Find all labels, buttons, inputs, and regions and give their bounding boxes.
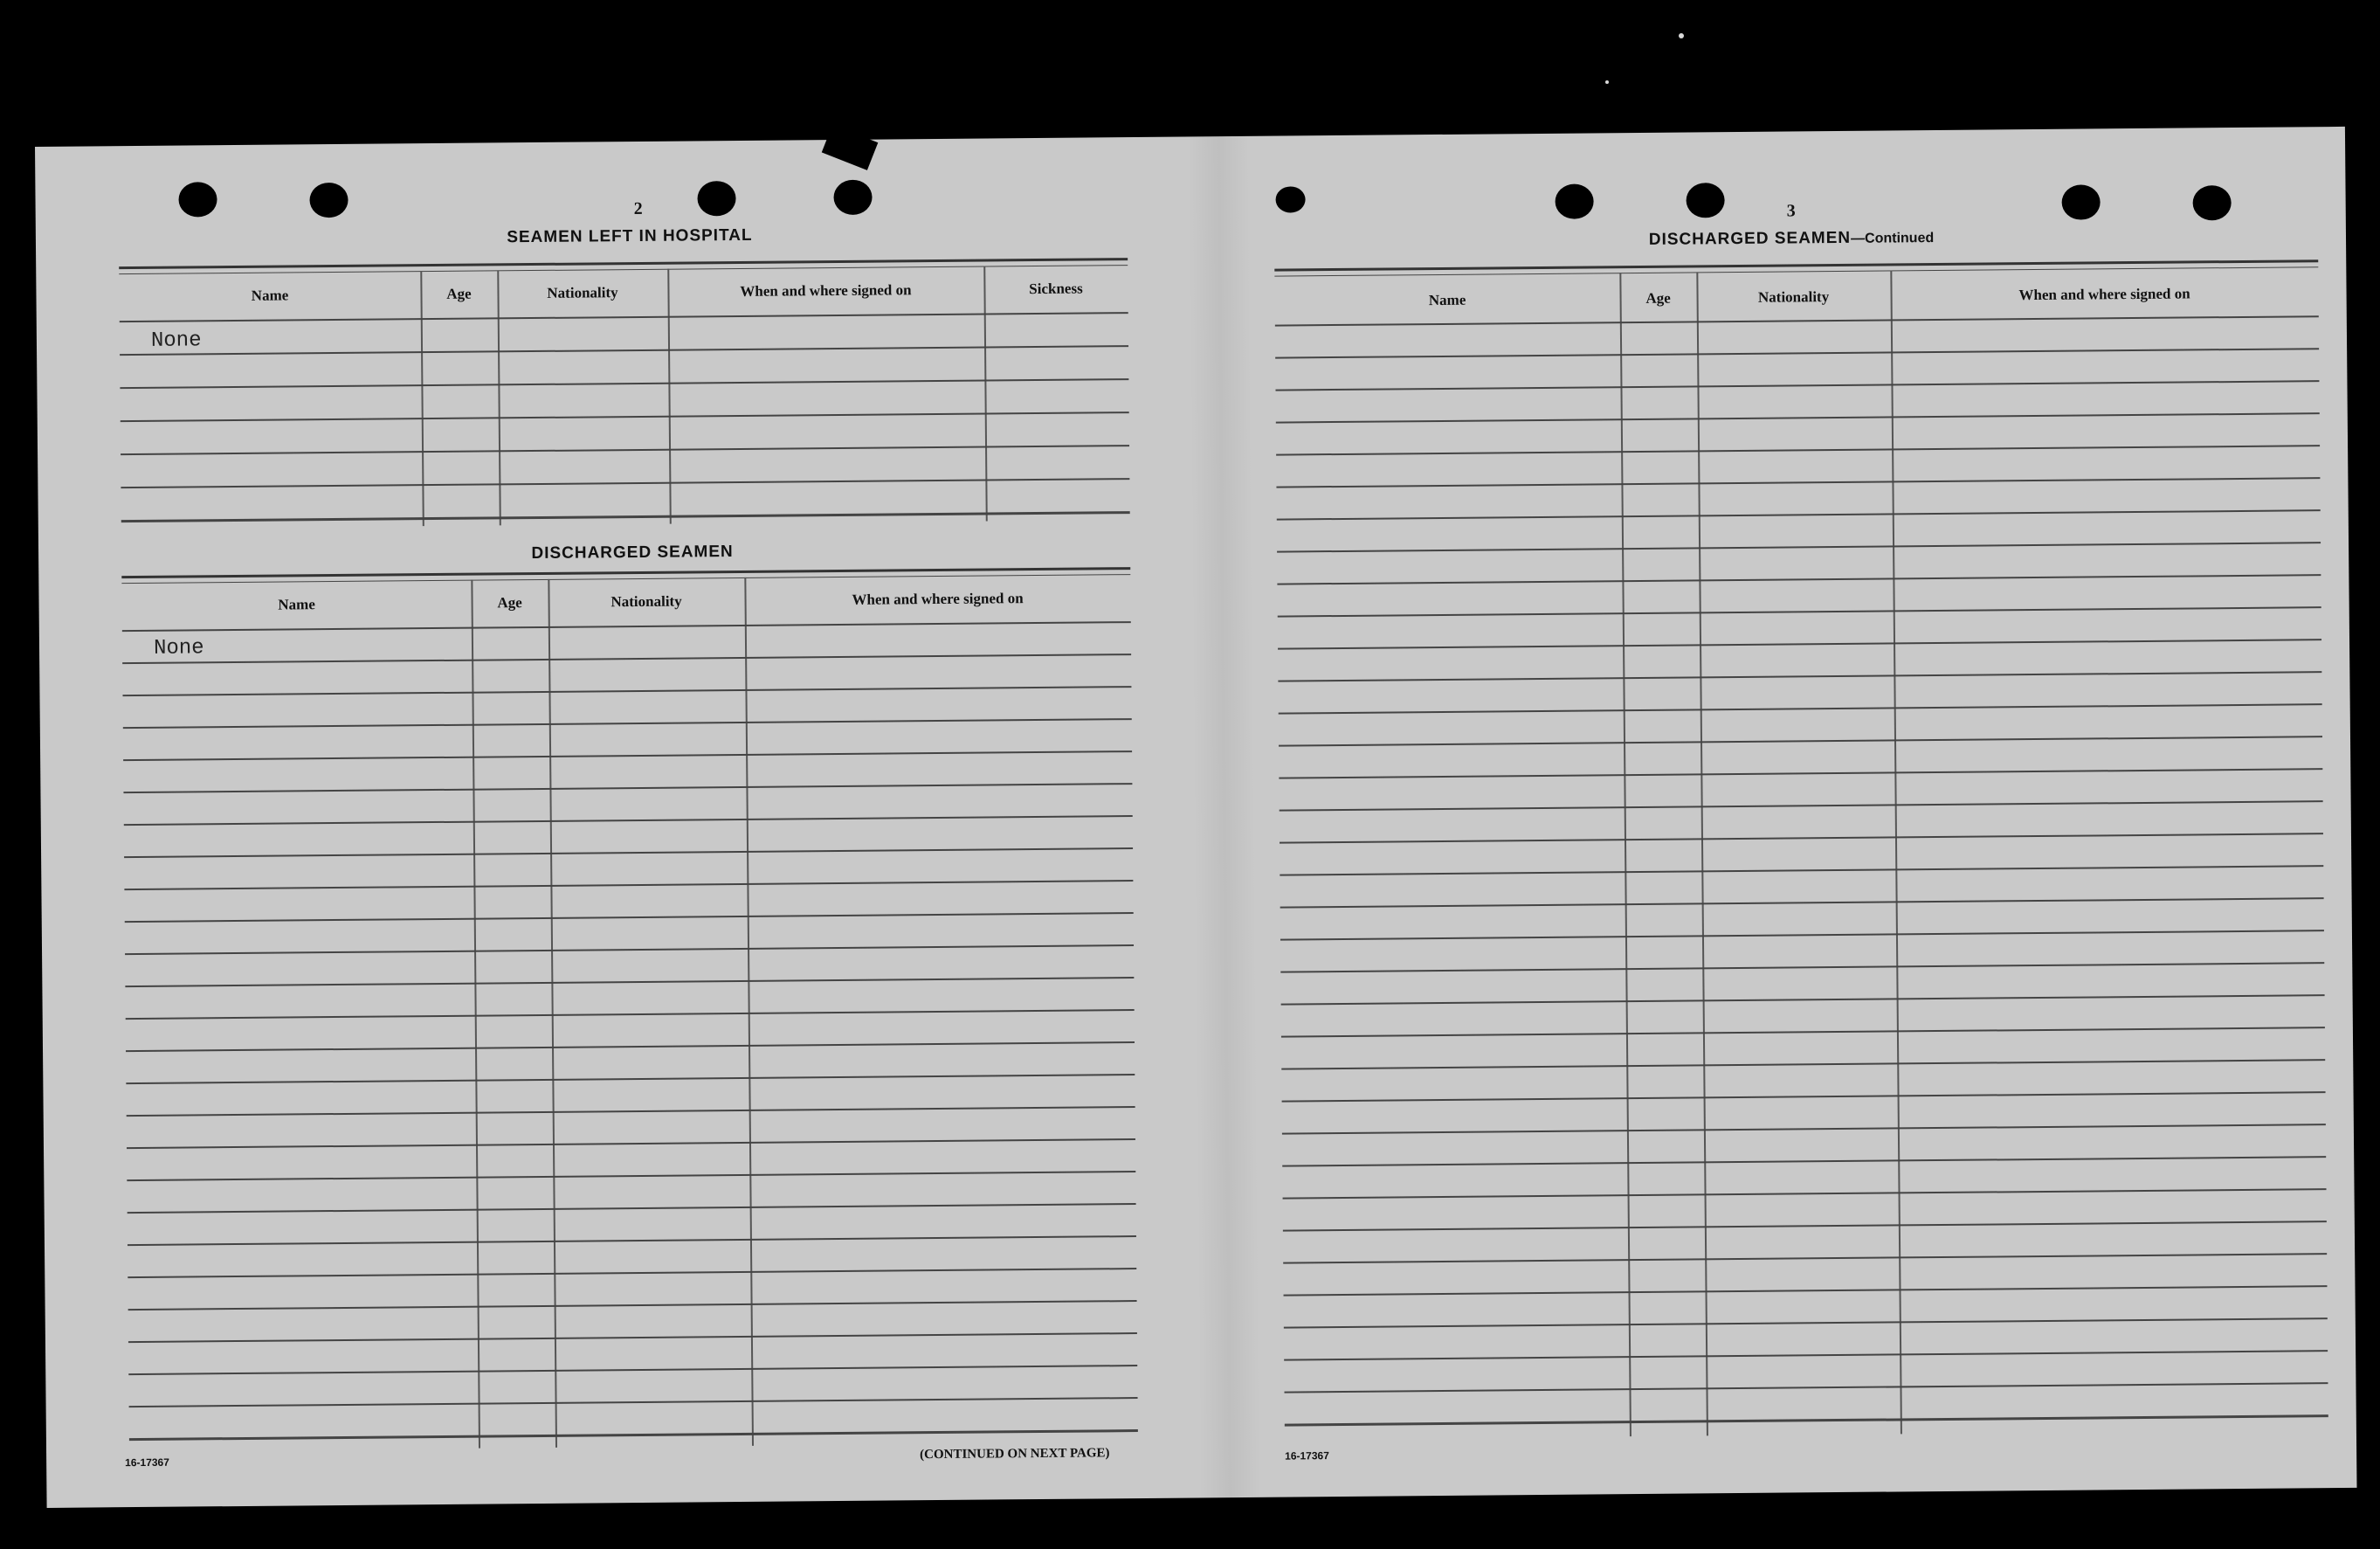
table-row xyxy=(1277,509,2321,520)
table-header xyxy=(119,266,1128,319)
table-row xyxy=(1276,412,2320,423)
table-row xyxy=(1282,1156,2326,1166)
continued-suffix: —Continued xyxy=(1851,231,1935,246)
table-top-rule xyxy=(1274,259,2318,271)
column-header-signed-on: When and where signed on xyxy=(740,281,912,300)
table-row xyxy=(1277,574,2321,584)
column-header-nationality: Nationality xyxy=(547,284,618,301)
column-divider xyxy=(1890,270,1902,1434)
column-header-name: Name xyxy=(278,596,315,613)
form-sheet xyxy=(35,127,2356,1508)
form-code-right: 16-17367 xyxy=(1285,1449,1329,1463)
punch-hole xyxy=(2061,184,2100,219)
hospital-entry-name: None xyxy=(150,328,202,353)
table-row xyxy=(1279,736,2322,746)
background-speck xyxy=(1605,80,1609,84)
table-row xyxy=(121,511,1130,522)
column-header-name: Name xyxy=(251,287,289,304)
table-row xyxy=(121,478,1129,488)
table-row xyxy=(124,880,1133,890)
discharged-section-title: DISCHARGED SEAMEN xyxy=(531,543,734,564)
table-row xyxy=(124,847,1133,858)
table-row xyxy=(1283,1221,2327,1231)
discharged-table-right xyxy=(1274,259,2328,1439)
table-row xyxy=(1279,703,2322,714)
table-row xyxy=(1278,671,2321,681)
table-row xyxy=(1280,800,2323,811)
column-header-age: Age xyxy=(446,285,472,302)
column-header-name: Name xyxy=(1428,291,1466,309)
table-row xyxy=(125,912,1134,923)
table-row xyxy=(122,686,1131,696)
punch-hole xyxy=(2192,185,2231,220)
column-header-age: Age xyxy=(1645,289,1671,307)
page-number-right: 3 xyxy=(1786,201,1796,221)
table-row xyxy=(120,345,1128,356)
table-row xyxy=(129,1429,1138,1441)
table-row xyxy=(1284,1317,2328,1328)
punch-hole xyxy=(697,181,735,216)
table-row xyxy=(127,1171,1135,1181)
table-row xyxy=(123,783,1132,793)
table-row xyxy=(126,1009,1135,1020)
table-row xyxy=(1275,380,2319,391)
discharged-table-left xyxy=(121,567,1138,1451)
table-row xyxy=(1277,542,2321,552)
discharged-continued-title-main: DISCHARGED SEAMEN xyxy=(1648,228,1852,249)
table-row xyxy=(1279,768,2322,778)
hospital-section-title: SEAMEN LEFT IN HOSPITAL xyxy=(507,225,753,247)
table-row xyxy=(1281,1059,2325,1069)
punch-hole xyxy=(178,182,217,217)
table-row xyxy=(128,1300,1137,1310)
table-row xyxy=(122,653,1131,664)
background-speck xyxy=(1679,33,1684,38)
punch-hole xyxy=(833,180,872,215)
table-row xyxy=(121,445,1129,455)
hospital-table xyxy=(119,258,1130,529)
table-row xyxy=(128,1365,1137,1375)
table-row xyxy=(120,378,1128,389)
discharged-continued-title xyxy=(1608,228,1975,251)
table-row xyxy=(1282,1124,2326,1134)
table-row xyxy=(1281,1027,2325,1037)
table-row xyxy=(127,1138,1135,1149)
table-row xyxy=(1282,1091,2326,1102)
table-row xyxy=(125,944,1134,955)
column-header-age: Age xyxy=(497,594,522,612)
discharged-entry-name: None xyxy=(153,636,204,660)
table-row xyxy=(1284,1285,2328,1296)
punch-hole xyxy=(309,183,348,218)
page-number-left: 2 xyxy=(633,198,643,219)
table-row xyxy=(124,815,1133,826)
table-row xyxy=(127,1106,1135,1117)
table-row xyxy=(123,750,1132,761)
table-row xyxy=(128,1268,1136,1278)
continued-note: (CONTINUED ON NEXT PAGE) xyxy=(920,1446,1110,1463)
table-row xyxy=(128,1332,1137,1343)
column-header-signed-on: When and where signed on xyxy=(2018,285,2190,304)
torn-notch xyxy=(822,125,879,170)
table-row xyxy=(1280,897,2324,908)
table-row xyxy=(1275,348,2319,358)
table-row xyxy=(123,718,1132,729)
table-row xyxy=(128,1203,1136,1214)
table-row xyxy=(1278,639,2321,649)
column-header-signed-on: When and where signed on xyxy=(852,590,1024,608)
table-row xyxy=(1276,445,2320,455)
table-header xyxy=(121,576,1130,628)
column-header-nationality: Nationality xyxy=(1757,288,1830,306)
punch-hole xyxy=(1555,183,1593,218)
table-row xyxy=(121,411,1129,422)
table-row xyxy=(1280,962,2324,972)
table-row xyxy=(1284,1382,2328,1393)
table-row xyxy=(125,977,1134,987)
punch-hole xyxy=(1275,186,1305,212)
table-row xyxy=(1283,1188,2327,1199)
table-row xyxy=(1281,994,2325,1005)
table-row xyxy=(1285,1414,2328,1426)
table-row xyxy=(1284,1350,2328,1360)
table-row xyxy=(1280,930,2324,940)
punch-hole xyxy=(1686,183,1724,218)
page-fold xyxy=(1188,136,1261,1498)
table-row xyxy=(1280,865,2323,875)
column-divider xyxy=(1696,272,1708,1435)
table-row xyxy=(126,1074,1135,1084)
table-row xyxy=(1278,606,2321,617)
table-row xyxy=(129,1397,1138,1407)
table-row xyxy=(128,1235,1136,1246)
column-header-sickness: Sickness xyxy=(1029,280,1083,298)
table-row xyxy=(1280,833,2323,843)
column-header-nationality: Nationality xyxy=(611,592,682,611)
form-code-left: 16-17367 xyxy=(125,1456,169,1469)
table-row xyxy=(1283,1253,2327,1263)
table-row xyxy=(1276,477,2320,488)
column-divider xyxy=(1619,273,1632,1436)
table-row xyxy=(126,1041,1135,1052)
